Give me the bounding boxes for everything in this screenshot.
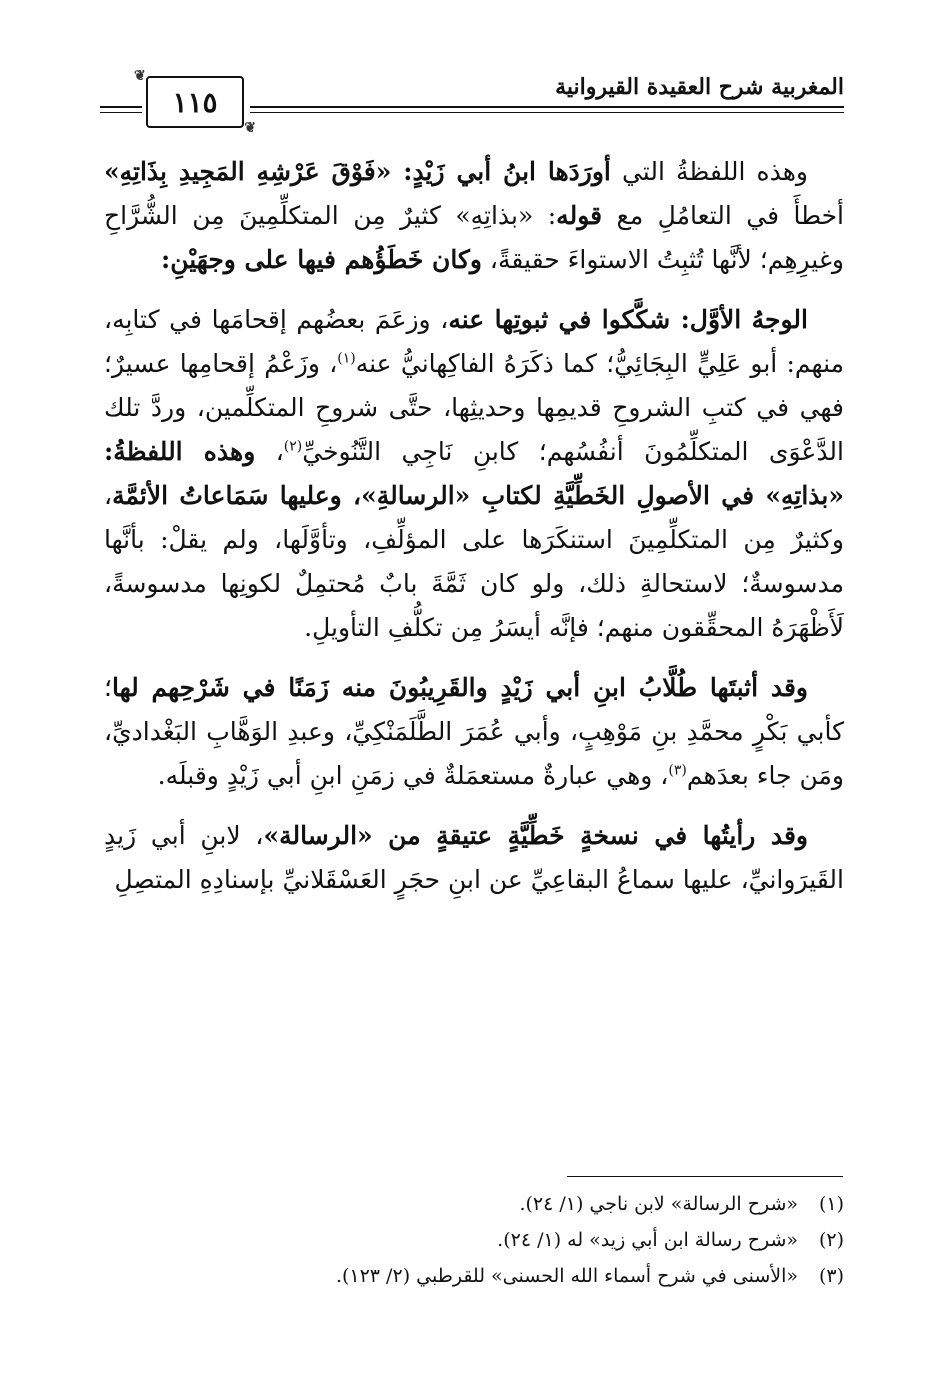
footnote-text: «شرح رسالة ابن أبي زيد» له (١/ ٢٤). [497,1229,798,1251]
footnote-ref[interactable]: (٢) [283,438,303,455]
text-run: أخطأَ في التعامُلِ مع [602,201,844,230]
paragraph-2 [104,298,844,650]
bold-run: وكان خَطَؤُهم فيها على وجهَيْنِ: [161,245,482,274]
footnote-number: (١) [818,1193,844,1215]
footnote-text: «شرح الرسالة» لابن ناجي (١/ ٢٤). [519,1193,798,1215]
header-rule [250,112,844,113]
text-run: ، وهي عبارةٌ مستعمَلةٌ في زمَنِ ابنِ أبي زَيْدٍ وقبلَه. [157,761,669,790]
footnote-ref[interactable]: (٣) [668,762,687,779]
text-run: ، وزعَمَ بعضُهم إقحامَها في كتابِه، منهم: أبو عَلِيٍّ البِجَائِيُّ؛ كما ذكَرَهُ الفاكِهانيُّ عنه [104,305,845,378]
text-run: ، وزَعْمُ إقحامِها عسيرٌ؛ فهي في كتبِ الشروحِ قديمِها وحديثِها، حتَّى شروحِ المتكلِّمين، وردَّ تلك الدَّعْوَى المتكلِّمُونَ أنفُسُهم؛ كابنِ نَاجِي التَّنُوخيِّ [104,349,844,466]
footnote-separator [567,1176,843,1177]
bold-run: قوله [556,201,603,230]
text-run: ؛ كأبي بَكْرٍ محمَّدِ بنِ مَوْهِبٍ، وأبي عُمَرَ الطَّلَمَنْكِيِّ، وعبدِ الوَهَّابِ البَغْداديِّ، ومَن جاء بعدَهم [104,673,844,790]
footnote-number: (٢) [818,1229,844,1251]
footnote-ref[interactable]: (١) [337,350,356,367]
page-number [146,76,244,128]
paragraph-3 [104,666,844,798]
text-run: ، [255,437,284,466]
bold-run: وقد أثبتَها طُلَّابُ ابنِ أبي زَيْدٍ والقَرِيبُونَ منه زَمَنًا في شَرْحِهم لها [111,673,808,702]
text-run: ، لابنِ أبي زَيدٍ القَيرَوانيِّ، عليها سماعُ البقاعِيِّ عن ابنِ حجَرٍ العَسْقَلانيِّ بإسنادِهِ المتصِلِ [104,821,844,894]
page-number-text: ❦ ١١٥ [172,85,218,119]
footnote-text: «الأسنى في شرح أسماء الله الحسنى» للقرطبي (٢/ ١٢٣). [335,1265,798,1287]
running-title: المغربية شرح العقيدة القيروانية [555,74,844,100]
text-run: : «بذاتِهِ» كثيرٌ مِن المتكلِّمِينَ مِن الشُّرَّاحِ وغيرِهِم؛ لأنَّها تُثبِتُ الاستواءَ حقيقةً، [104,201,844,274]
text-run: ، وكثيرٌ مِن المتكلِّمِينَ استنكَرَها على المؤلِّفِ، وتأوَّلَها، ولم يقلْ: بأنَّها مدسوسةٌ؛ لاستحالةِ ذلك، ولو كان ثَمَّةَ بابٌ مُحتمِلٌ لكونِها مدسوسةً، لَأَظْهَرَهُ المحقِّقون منهم؛ فإنَّه أيسَرُ مِن تكلُّفِ التأويلِ. [104,481,844,642]
paragraph-1 [104,150,844,282]
footnote-1 [104,1186,844,1222]
bold-run: وقد رأيتُها في نسخةٍ خَطِّيَّةٍ عتيقةٍ من «الرسالة» [263,821,808,850]
header-rule [100,106,142,108]
header-rule [100,112,142,113]
footnote-3 [104,1258,844,1294]
footnotes [104,1186,844,1294]
footnote-number: (٣) [818,1265,844,1287]
bold-run: الوجهُ الأوَّل: شكَّكوا في ثبوتِها عنه [448,305,808,334]
paragraph-4 [104,814,844,902]
bold-run: وهذه اللفظةُ: «بذاتِهِ» في الأصولِ الخَطِّيَّةِ لكتابِ «الرسالةِ»، وعليها سَمَاعاتُ الأئمَّة [104,437,844,510]
page-header [100,62,844,132]
text-run: وهذه اللفظةُ التي [610,157,808,186]
header-rule [250,106,844,108]
main-text [104,150,844,918]
bold-run: أورَدَها ابنُ أبي زَيْدٍ: «فَوْقَ عَرْشِهِ المَجِيدِ بِذَاتِهِ» [104,157,611,186]
footnote-2 [104,1222,844,1258]
